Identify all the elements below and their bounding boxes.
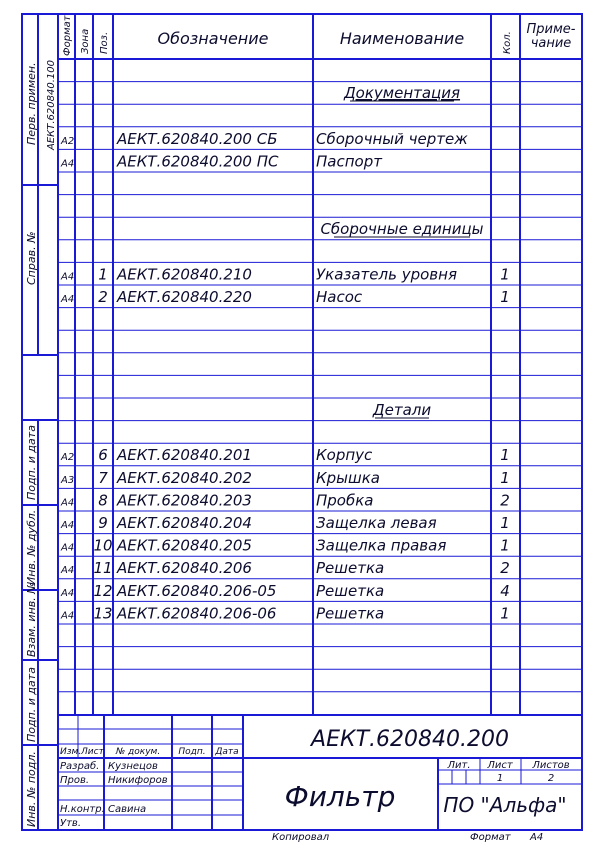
row-format: А2 — [61, 135, 75, 147]
row-quantity: 1 — [500, 288, 510, 306]
row-quantity: 2 — [500, 491, 510, 510]
strip-duplicate-inv: Инв. № дубл. — [25, 509, 38, 585]
row-designation: АЕКТ.620840.220 — [117, 288, 252, 306]
row-position: 12 — [93, 581, 113, 600]
row-position: 6 — [98, 446, 108, 465]
row-quantity: 1 — [500, 446, 510, 465]
section-parts: Детали — [372, 401, 432, 419]
row-position: 11 — [93, 559, 113, 578]
label-sheet: Лист — [487, 760, 513, 771]
row-name: Решетка — [316, 581, 385, 600]
row-quantity: 1 — [500, 604, 510, 623]
row-quantity: 1 — [500, 468, 510, 487]
strip-sign-date-2: Подп. и дата — [25, 667, 38, 742]
row-lines — [58, 82, 582, 692]
row-position: 2 — [98, 288, 108, 306]
row-name: Корпус — [316, 446, 373, 465]
footer-format-label: Формат — [470, 832, 511, 843]
row-quantity: 1 — [500, 265, 510, 284]
row-position: 7 — [98, 468, 108, 487]
strip-reference-no: Справ. № — [25, 231, 38, 285]
footer-format-value: А4 — [530, 832, 544, 843]
row-position: 9 — [98, 514, 108, 532]
row-designation: АЕКТ.620840.200 СБ — [117, 129, 278, 148]
header-note-line-2: чание — [530, 36, 572, 51]
row-name: Защелка левая — [316, 514, 437, 532]
row-format: А4 — [61, 520, 75, 531]
row-designation: АЕКТ.620840.204 — [117, 514, 252, 532]
header-quantity: Кол. — [502, 31, 513, 54]
row-format: А4 — [61, 565, 75, 577]
label-sheets: Листов — [532, 760, 570, 771]
row-designation: АЕКТ.620840.202 — [117, 468, 252, 487]
row-name: Сборочный чертеж — [316, 129, 468, 148]
row-name: Крышка — [316, 468, 380, 487]
spec-rows — [60, 130, 510, 623]
strip-first-use-value: АЕКТ.620840.100 — [46, 60, 57, 150]
footer-copied: Копировал — [272, 832, 330, 843]
row-name: Защелка правая — [316, 536, 447, 555]
row-format: А4 — [61, 542, 75, 554]
strip-sign-date-1: Подп. и дата — [25, 425, 38, 500]
label-letter: Лит. — [447, 760, 471, 771]
row-format: А3 — [61, 474, 75, 486]
role-checker: Пров. — [60, 775, 90, 786]
product-name: Фильтр — [284, 780, 396, 813]
row-format: А4 — [61, 587, 75, 599]
company-name: ПО "Альфа" — [443, 793, 567, 817]
row-position: 13 — [93, 604, 113, 623]
row-designation: АЕКТ.620840.203 — [117, 491, 252, 510]
row-designation: АЕКТ.620840.206-05 — [117, 581, 277, 600]
role-developer: Разраб. — [60, 761, 100, 772]
row-format: А4 — [61, 294, 75, 305]
row-position: 1 — [98, 265, 108, 284]
col-sheet: Лист — [81, 747, 104, 757]
row-position: 10 — [93, 536, 113, 555]
person-checker: Никифоров — [108, 775, 168, 786]
sheets-value: 2 — [547, 773, 555, 784]
section-documentation: Документация — [343, 84, 461, 102]
document-number: АЕКТ.620840.200 — [311, 727, 509, 752]
header-note-line-1: Приме- — [526, 22, 576, 37]
row-quantity: 2 — [500, 559, 510, 578]
row-position: 8 — [98, 491, 108, 510]
row-designation: АЕКТ.620840.206 — [117, 559, 252, 578]
row-designation: АЕКТ.620840.205 — [117, 536, 252, 555]
row-name: Указатель уровня — [316, 265, 457, 284]
person-developer: Кузнецов — [108, 761, 158, 772]
row-format: А4 — [61, 610, 75, 622]
header-zone: Зона — [80, 28, 91, 54]
sheet-frame — [22, 14, 582, 830]
section-assembly-units: Сборочные единицы — [320, 220, 484, 238]
row-name: Пробка — [316, 491, 374, 510]
header-position: Поз. — [99, 31, 110, 54]
col-signature: Подп. — [178, 747, 206, 757]
header-format: Формат — [62, 15, 73, 56]
row-name: Насос — [316, 288, 363, 306]
strip-first-use: Перв. примен. — [25, 62, 38, 145]
row-quantity: 1 — [500, 514, 510, 532]
strip-original-inv: Инв. № подл. — [25, 751, 38, 827]
row-designation: АЕКТ.620840.210 — [117, 265, 252, 284]
row-designation: АЕКТ.620840.201 — [117, 446, 252, 465]
role-approved: Утв. — [60, 818, 81, 829]
row-quantity: 1 — [500, 536, 510, 555]
role-norm-control: Н.контр. — [60, 804, 105, 815]
row-name: Паспорт — [316, 152, 382, 171]
header-name: Наименование — [339, 29, 465, 48]
row-format: А4 — [61, 497, 75, 509]
col-doc-number: № докум. — [115, 747, 161, 757]
col-date: Дата — [215, 747, 239, 757]
row-name: Решетка — [316, 559, 385, 578]
header-designation: Обозначение — [157, 29, 269, 48]
row-designation: АЕКТ.620840.200 ПС — [117, 152, 279, 171]
row-designation: АЕКТ.620840.206-06 — [117, 604, 277, 623]
strip-replacement-inv: Взам. инв. № — [25, 582, 38, 657]
col-revision: Изм. — [60, 747, 82, 757]
person-norm-control: Савина — [108, 804, 147, 815]
row-format: А4 — [61, 158, 75, 170]
row-name: Решетка — [316, 604, 385, 623]
sheet-value: 1 — [496, 773, 504, 784]
row-quantity: 4 — [500, 581, 510, 600]
row-format: А4 — [61, 271, 75, 283]
row-format: А2 — [61, 452, 75, 464]
